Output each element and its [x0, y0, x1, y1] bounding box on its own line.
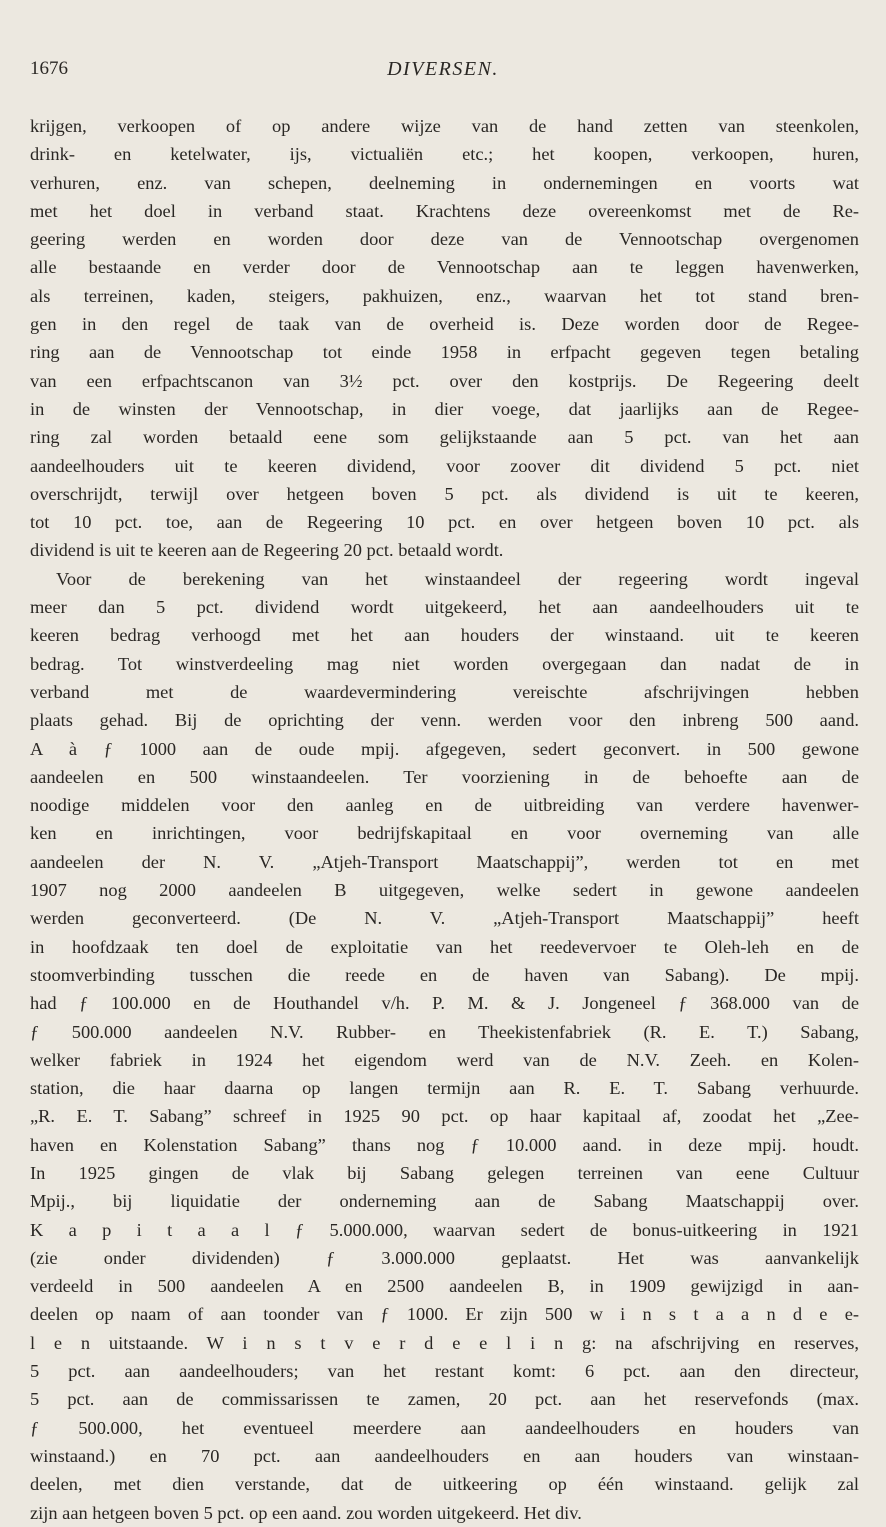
text-line: verhuren, enz. van schepen, deelneming in ondernemingen en voorts wat — [30, 172, 859, 193]
text-line: aandeelen en 500 winstaandeelen. Ter voorziening in de behoefte aan de — [30, 766, 859, 787]
text-line: (zie onder dividenden) ƒ 3.000.000 geplaatst. Het was aanvankelijk — [30, 1247, 859, 1268]
text-line: K a p i t a a l ƒ 5.000.000, waarvan sedert de bonus-uitkeering in 1921 — [30, 1219, 859, 1240]
text-line: van een erfpachtscanon van 3½ pct. over den kostprijs. De Regeering deelt — [30, 370, 859, 391]
text-line: zijn aan hetgeen boven 5 pct. op een aand. zou worden uitgekeerd. Het div. — [30, 1502, 582, 1523]
text-line: 1907 nog 2000 aandeelen B uitgegeven, welke sedert in gewone aandeelen — [30, 880, 859, 901]
text-line: In 1925 gingen de vlak bij Sabang gelegen terreinen van eene Cultuur — [30, 1162, 859, 1183]
text-line: 5 pct. aan de commissarissen te zamen, 20 pct. aan het reservefonds (max. — [30, 1389, 859, 1410]
text-line: noodige middelen voor den aanleg en de uitbreiding van verdere havenwer- — [30, 795, 859, 816]
text-line: Mpij., bij liquidatie der onderneming aan de Sabang Maatschappij over. — [30, 1191, 859, 1212]
text-line: ken en inrichtingen, voor bedrijfskapitaal en voor overneming van alle — [30, 823, 859, 844]
text-line: met het doel in verband staat. Krachtens deze overeenkomst met de Re- — [30, 200, 859, 221]
text-line: station, die haar daarna op langen termijn aan R. E. T. Sabang verhuurde. — [30, 1078, 859, 1099]
text-line: geering werden en worden door deze van de Vennootschap overgenomen — [30, 229, 859, 250]
text-line: „R. E. T. Sabang” schreef in 1925 90 pct. op haar kapitaal af, zoodat het „Zee- — [30, 1106, 859, 1127]
text-line: werden geconverteerd. (De N. V. „Atjeh-Transport Maatschappij” heeft — [30, 908, 859, 929]
text-line: drink- en ketelwater, ijs, victualiën etc.; het koopen, verkoopen, huren, — [30, 144, 859, 165]
paragraph — [30, 112, 859, 565]
text-line: deelen, met dien verstande, dat de uitkeering op één winstaand. gelijk zal — [30, 1474, 859, 1495]
text-line: Voor de berekening van het winstaandeel der regeering wordt ingeval — [56, 568, 859, 589]
text-line: gen in den regel de taak van de overheid is. Deze worden door de Regee- — [30, 314, 859, 335]
page-header — [30, 58, 856, 88]
text-line: dividend is uit te keeren aan de Regeering 20 pct. betaald wordt. — [30, 540, 504, 561]
text-line: alle bestaande en verder door de Vennootschap aan te leggen havenwerken, — [30, 257, 859, 278]
text-line: keeren bedrag verhoogd met het aan houders der winstaand. uit te keeren — [30, 625, 859, 646]
text-line: tot 10 pct. toe, aan de Regeering 10 pct. en over hetgeen boven 10 pct. als — [30, 512, 859, 533]
text-line: plaats gehad. Bij de oprichting der venn. werden voor den inbreng 500 aand. — [30, 710, 859, 731]
text-line: in de winsten der Vennootschap, in dier voege, dat jaarlijks aan de Regee- — [30, 398, 859, 419]
text-line: 5 pct. aan aandeelhouders; van het restant komt: 6 pct. aan den directeur, — [30, 1361, 859, 1382]
text-line: in hoofdzaak ten doel de exploitatie van het reedevervoer te Oleh-leh en de — [30, 936, 859, 957]
text-line: stoomverbinding tusschen die reede en de haven van Sabang). De mpij. — [30, 964, 859, 985]
text-line: aandeelhouders uit te keeren dividend, voor zoover dit dividend 5 pct. niet — [30, 455, 859, 476]
body-text — [30, 112, 859, 1527]
text-line: had ƒ 100.000 en de Houthandel v/h. P. M. & J. Jongeneel ƒ 368.000 van de — [30, 993, 859, 1014]
text-line: verband met de waardevermindering vereischte afschrijvingen hebben — [30, 681, 859, 702]
text-line: welker fabriek in 1924 het eigendom werd van de N.V. Zeeh. en Kolen- — [30, 1049, 859, 1070]
text-line: A à ƒ 1000 aan de oude mpij. afgegeven, sedert geconvert. in 500 gewone — [30, 738, 859, 759]
text-line: overschrijdt, terwijl over hetgeen boven 5 pct. als dividend is uit te keeren, — [30, 483, 859, 504]
text-line: ƒ 500.000 aandeelen N.V. Rubber- en Theekistenfabriek (R. E. T.) Sabang, — [30, 1021, 859, 1042]
text-line: ring zal worden betaald eene som gelijkstaande aan 5 pct. van het aan — [30, 427, 859, 448]
page-number: 1676 — [30, 58, 68, 79]
text-line: ring aan de Vennootschap tot einde 1958 in erfpacht gegeven tegen betaling — [30, 342, 859, 363]
running-title: DIVERSEN. — [387, 58, 499, 80]
text-line: bedrag. Tot winstverdeeling mag niet worden overgegaan dan nadat de in — [30, 653, 859, 674]
text-line: winstaand.) en 70 pct. aan aandeelhouders en aan houders van winstaan- — [30, 1445, 859, 1466]
text-line: l e n uitstaande. W i n s t v e r d e e l i n g: na afschrijving en reserves, — [30, 1332, 859, 1353]
text-line: haven en Kolenstation Sabang” thans nog ƒ 10.000 aand. in deze mpij. houdt. — [30, 1134, 859, 1155]
text-line: verdeeld in 500 aandeelen A en 2500 aandeelen B, in 1909 gewijzigd in aan- — [30, 1276, 859, 1297]
text-line: aandeelen der N. V. „Atjeh-Transport Maatschappij”, werden tot en met — [30, 851, 859, 872]
paragraph — [30, 565, 859, 1527]
text-line: krijgen, verkoopen of op andere wijze van de hand zetten van steenkolen, — [30, 116, 859, 136]
text-line: als terreinen, kaden, steigers, pakhuizen, enz., waarvan het tot stand bren- — [30, 285, 859, 306]
text-line: ƒ 500.000, het eventueel meerdere aan aandeelhouders en houders van — [30, 1417, 859, 1438]
text-line: meer dan 5 pct. dividend wordt uitgekeerd, het aan aandeelhouders uit te — [30, 597, 859, 618]
text-line: deelen op naam of aan toonder van ƒ 1000. Er zijn 500 w i n s t a a n d e e- — [30, 1304, 859, 1325]
